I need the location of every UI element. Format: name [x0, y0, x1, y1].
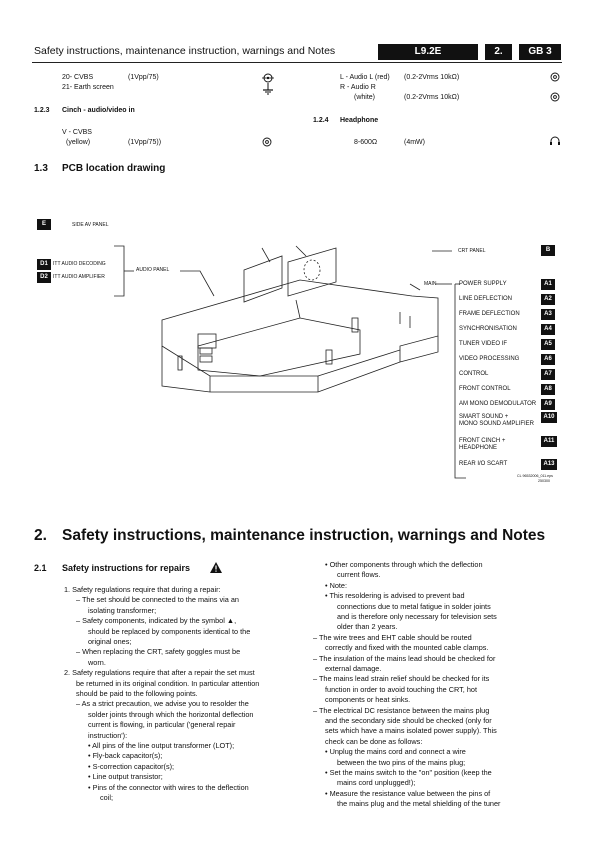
cvbs-label: V - CVBS — [62, 129, 92, 136]
text-line: should be replaced by components identical to the — [88, 626, 251, 636]
section-13-title: PCB location drawing — [62, 163, 166, 174]
a1-label: POWER SUPPLY — [459, 281, 507, 287]
main-label: MAIN — [424, 281, 437, 287]
a13-badge: A13 — [541, 459, 557, 470]
cvbs-color: (yellow) — [66, 139, 91, 146]
text-line: – The insulation of the mains lead should be checked for — [313, 653, 496, 663]
audio-l-spec: (0.2-2Vrms 10kΩ) — [404, 74, 460, 81]
a3-label: FRAME DEFLECTION — [459, 311, 520, 317]
audio-r-label: R - Audio R — [340, 84, 376, 91]
a6-badge: A6 — [541, 354, 555, 365]
crt-panel-label: CRT PANEL — [458, 248, 486, 254]
chapter-badge: 2. — [485, 44, 512, 60]
a10-badge: A10 — [541, 412, 557, 423]
text-line: solder joints through which the horizontal deflection — [88, 709, 254, 719]
text-line: – As a strict precaution, we advise you to resolder the — [76, 699, 249, 709]
a9-label: AM MONO DEMODULATOR — [459, 401, 537, 407]
pin-20-spec: (1Vpp/75) — [128, 74, 159, 81]
text-line: current is flowing, in particular ('general repair — [88, 720, 236, 730]
cvbs-spec: (1Vpp/75)) — [128, 139, 162, 146]
text-line: worn. — [88, 657, 106, 667]
a10-label-2: MONO SOUND AMPLIFIER — [459, 421, 535, 427]
crt-panel-badge: B — [541, 245, 555, 256]
text-line: • Fly-back capacitor(s); — [88, 751, 163, 761]
text-line: connections due to metal fatigue in solder joints — [337, 601, 491, 611]
pin-21-label: 21- Earth screen — [62, 84, 114, 91]
text-line: original ones; — [88, 637, 132, 646]
text-line: – When replacing the CRT, safety goggles must be — [76, 647, 241, 657]
d1-label: ITT AUDIO DECODING — [53, 261, 106, 267]
text-line: – The mains lead strain relief should be checked for its — [313, 674, 490, 684]
text-line: • Unplug the mains cord and connect a wire — [325, 747, 466, 757]
a13-label: REAR I/O SCART — [459, 461, 508, 467]
text-line: between the two pins of the mains plug; — [337, 757, 466, 767]
a3-badge: A3 — [541, 309, 555, 320]
a7-label: CONTROL — [459, 371, 489, 377]
text-line: – The wire trees and EHT cable should be routed — [313, 632, 472, 642]
a5-label: TUNER VIDEO IF — [459, 341, 508, 347]
text-line: function in order to avoid touching the CRT, hot — [325, 684, 477, 694]
audio-panel-label: AUDIO PANEL — [136, 267, 170, 273]
chapter-2-num: 2. — [34, 527, 47, 544]
section-124-num: 1.2.4 — [313, 117, 329, 124]
text-line: • S-correction capacitor(s); — [88, 761, 175, 771]
chapter-2-title: Safety instructions, maintenance instruction, warnings and Notes — [62, 527, 546, 544]
audio-r-spec: (0.2-2Vrms 10kΩ) — [404, 94, 460, 101]
a11-label: FRONT CINCH + — [459, 438, 506, 444]
a4-label: SYNCHRONISATION — [459, 326, 517, 332]
text-line: • Measure the resistance value between the pins of — [325, 788, 491, 798]
a11-label-2: HEADPHONE — [459, 445, 498, 451]
a8-label: FRONT CONTROL — [459, 386, 511, 392]
text-line: be returned in its original condition. In particular attention — [76, 678, 260, 688]
a8-badge: A8 — [541, 384, 555, 395]
pin-20-label: 20- CVBS — [62, 74, 94, 81]
a6-label: VIDEO PROCESSING — [459, 356, 520, 362]
text-line: • Set the mains switch to the "on" position (keep the — [325, 768, 492, 777]
headphone-impedance: 8-600Ω — [354, 139, 378, 146]
side-av-label: SIDE AV PANEL — [72, 222, 109, 228]
warning-triangle-icon — [210, 562, 222, 573]
text-line: current flows. — [337, 570, 381, 580]
text-line: mains cord unplugged!); — [337, 778, 416, 788]
page-header-title: Safety instructions, maintenance instruction, warnings and Notes — [34, 45, 336, 57]
a9-badge: A9 — [541, 399, 555, 410]
section-123-num: 1.2.3 — [34, 107, 50, 114]
text-line: external damage. — [325, 664, 382, 673]
section-21-title: Safety instructions for repairs — [62, 563, 191, 573]
text-line: 1. Safety regulations require that during a repair: — [64, 585, 221, 594]
audio-l-label: L - Audio L (red) — [340, 74, 390, 81]
text-line: components or heat sinks. — [325, 695, 411, 705]
a11-badge: A11 — [541, 436, 557, 447]
section-124-title: Headphone — [340, 117, 379, 124]
text-line: isolating transformer; — [88, 605, 157, 615]
text-line: instruction'): — [88, 730, 128, 740]
headphone-power: (4mW) — [404, 139, 425, 146]
text-line: • Note: — [325, 580, 348, 590]
section-21-num: 2.1 — [34, 563, 47, 573]
text-line: older than 2 years. — [337, 622, 398, 632]
figure-code-2: 250300 — [538, 479, 550, 483]
language-badge: GB 3 — [519, 44, 561, 60]
section-123-title: Cinch - audio/video in — [62, 107, 135, 114]
text-line: should be paid to the following points. — [76, 689, 198, 698]
text-line: • This resoldering is advised to prevent bad — [325, 591, 465, 601]
text-line: the mains plug and the metal shielding of the tuner — [337, 799, 501, 809]
text-line: and the secondary side should be checked (only for — [325, 716, 492, 725]
text-line: check can be done as follows: — [325, 736, 423, 746]
text-line: • Pins of the connector with wires to the deflection — [88, 782, 249, 792]
text-line: – The electrical DC resistance between the mains plug — [313, 705, 490, 715]
a7-badge: A7 — [541, 369, 555, 380]
text-line: correctly and fixed with the mounted cable clamps. — [325, 643, 489, 653]
audio-r-color: (white) — [354, 94, 376, 101]
text-line: • Line output transistor; — [88, 772, 163, 782]
a1-badge: A1 — [541, 279, 555, 290]
a2-badge: A2 — [541, 294, 555, 305]
a10-label: SMART SOUND + — [459, 414, 509, 420]
a2-label: LINE DEFLECTION — [459, 296, 513, 302]
a5-badge: A5 — [541, 339, 555, 350]
section-13-num: 1.3 — [34, 163, 48, 174]
a4-badge: A4 — [541, 324, 555, 335]
text-line: sets which have a mains isolated power supply). This — [325, 726, 497, 736]
text-line: coil; — [100, 793, 113, 802]
text-line: • All pins of the line output transformer (LOT); — [88, 741, 235, 750]
side-av-badge: E — [37, 219, 51, 230]
text-line: – The set should be connected to the mains via an — [76, 595, 239, 605]
d2-label: ITT AUDIO AMPLIFIER — [53, 274, 105, 280]
model-badge: L9.2E — [378, 44, 478, 60]
d1-badge: D1 — [37, 259, 51, 270]
text-line: – Safety components, indicated by the symbol ▲, — [76, 616, 237, 626]
figure-code: CL 96532006_011.eps — [517, 474, 553, 478]
text-line: • Other components through which the deflection — [325, 560, 483, 569]
d2-badge: D2 — [37, 272, 51, 283]
text-line: and is therefore only necessary for television sets — [337, 612, 497, 621]
text-line: 2. Safety regulations require that after a repair the set must — [64, 668, 255, 678]
